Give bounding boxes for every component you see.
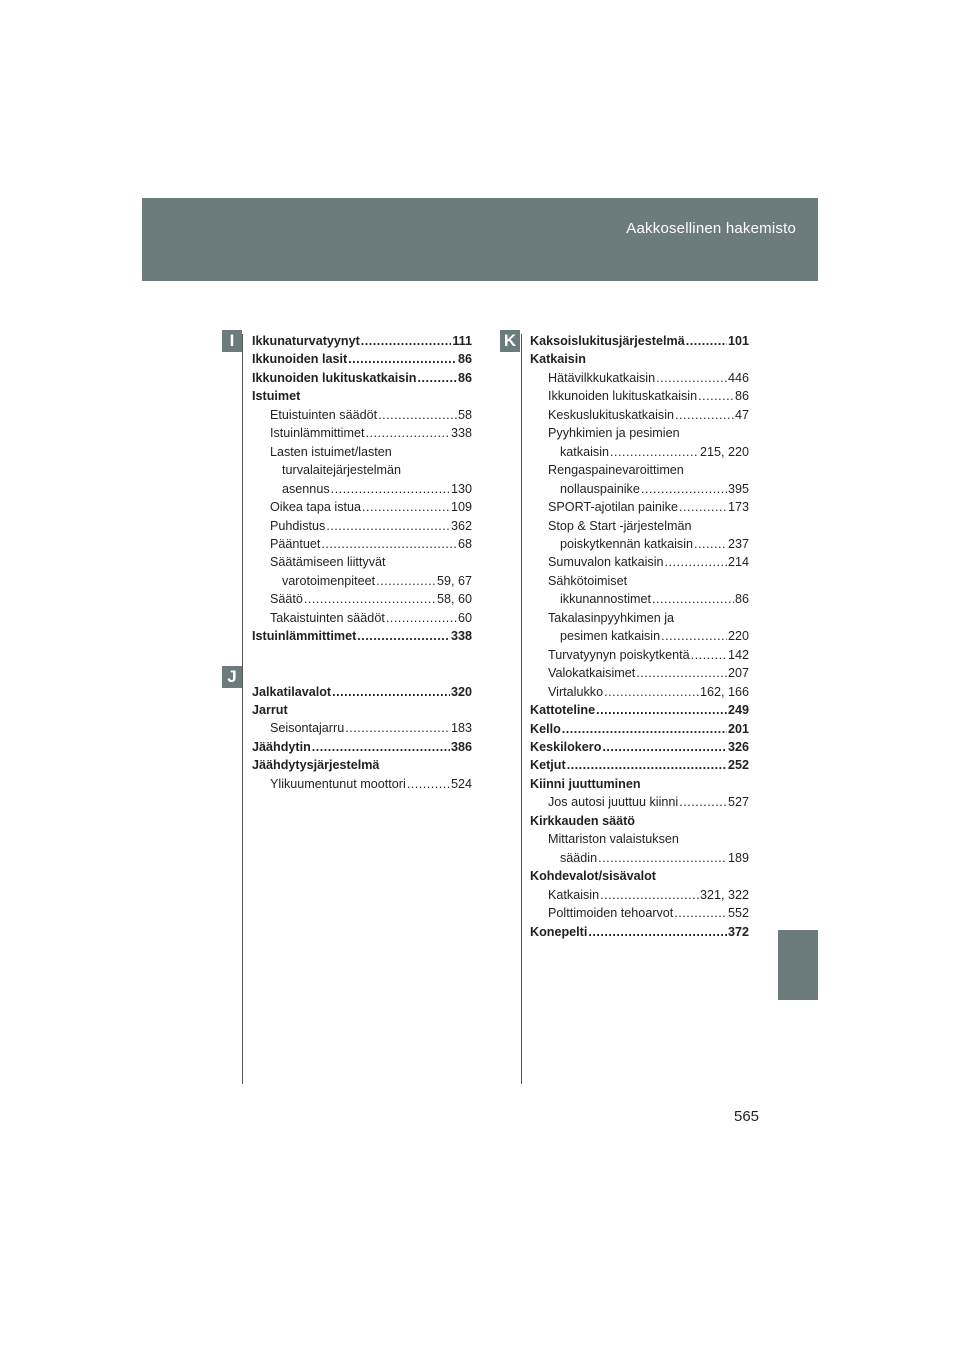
header-title: Aakkosellinen hakemisto (626, 220, 796, 237)
index-subentry: Oikea tapa istua ..... 109 (252, 498, 472, 516)
index-heading: Kiinni juuttuminen (530, 776, 641, 791)
index-subentry: Säätö ..... 58, 60 (252, 590, 472, 608)
index-subentry: Polttimoiden tehoarvot ..... 552 (530, 904, 749, 922)
index-entry: Jäähdytin ..... 386 (252, 738, 472, 756)
index-subentry-continued: poiskytkennän katkaisin ..... 237 (530, 535, 749, 553)
index-subentry: Säätämiseen liittyvät (270, 555, 386, 570)
index-subentry: Ikkunoiden lukituskatkaisin ..... 86 (530, 387, 749, 405)
index-subentry-continued: nollauspainike ..... 395 (530, 480, 749, 498)
index-subentry: Sumuvalon katkaisin ..... 214 (530, 553, 749, 571)
index-subentry: Jos autosi juuttuu kiinni ..... 527 (530, 793, 749, 811)
index-entry: Ketjut ..... 252 (530, 756, 749, 774)
index-subentry: Sähkötoimiset (548, 573, 628, 588)
column-rule-right (521, 334, 522, 1084)
index-subentry: Seisontajarru ..... 183 (252, 719, 472, 737)
index-subentry-continued: ikkunannostimet ..... 86 (530, 590, 749, 608)
index-subentry-continued: katkaisin ..... 215, 220 (530, 443, 749, 461)
index-entry: Kattoteline ..... 249 (530, 701, 749, 719)
index-column-right (530, 332, 749, 941)
index-heading: Jarrut (252, 703, 288, 718)
index-subentry: Turvatyynyn poiskytkentä ..... 142 (530, 646, 749, 664)
index-subentry: Pääntuet ..... 68 (252, 535, 472, 553)
index-entry: Kaksoislukitusjärjestelmä ..... 101 (530, 332, 749, 350)
index-subentry-continued: pesimen katkaisin ..... 220 (530, 627, 749, 645)
index-subentry-continued: säädin ..... 189 (530, 849, 749, 867)
index-entry: Jalkatilavalot ..... 320 (252, 683, 472, 701)
section-gap (252, 664, 472, 682)
index-subentry: Pyyhkimien ja pesimien (548, 426, 680, 441)
index-entry: Kello ..... 201 (530, 720, 749, 738)
index-heading: Katkaisin (530, 352, 586, 367)
index-entry: Ikkunoiden lukituskatkaisin ..... 86 (252, 369, 472, 387)
header-bar (142, 198, 818, 281)
chapter-side-tab (778, 930, 818, 1000)
index-subentry: Valokatkaisimet ..... 207 (530, 664, 749, 682)
index-subentry: Ylikuumentunut moottori ..... 524 (252, 775, 472, 793)
index-subentry-continued: asennus ..... 130 (252, 480, 472, 498)
index-subentry: SPORT-ajotilan painike ..... 173 (530, 498, 749, 516)
index-subentry: Keskuslukituskatkaisin ..... 47 (530, 406, 749, 424)
index-subentry: Stop & Start -järjestelmän (548, 518, 692, 533)
index-subentry: Katkaisin ..... 321, 322 (530, 886, 749, 904)
index-entry: Keskilokero ..... 326 (530, 738, 749, 756)
index-heading: Kohdevalot/sisävalot (530, 869, 656, 884)
index-entry: Ikkunaturvatyynyt ..... 111 (252, 332, 472, 350)
index-entry: Ikkunoiden lasit ..... 86 (252, 350, 472, 368)
index-heading: Jäähdytysjärjestelmä (252, 758, 380, 773)
index-subentry: Puhdistus ..... 362 (252, 517, 472, 535)
index-subentry: Takaistuinten säädöt ..... 60 (252, 609, 472, 627)
section-letter-i: I (222, 330, 242, 352)
index-subentry: Istuinlämmittimet ..... 338 (252, 424, 472, 442)
index-subentry: Virtalukko ..... 162, 166 (530, 683, 749, 701)
index-subentry: Etuistuinten säädöt ..... 58 (252, 406, 472, 424)
index-subentry: Hätävilkkukatkaisin ..... 446 (530, 369, 749, 387)
index-heading: Kirkkauden säätö (530, 813, 635, 828)
index-subentry-continued: varotoimenpiteet ..... 59, 67 (252, 572, 472, 590)
index-subentry: Rengaspainevaroittimen (548, 463, 684, 478)
index-entry: Konepelti ..... 372 (530, 923, 749, 941)
section-letter-j: J (222, 666, 242, 688)
column-rule-left (242, 334, 243, 1084)
index-subentry: Takalasinpyyhkimen ja (548, 610, 674, 625)
index-subentry: Mittariston valaistuksen (548, 832, 679, 847)
index-subentry: Lasten istuimet/lasten (270, 444, 392, 459)
section-gap (252, 646, 472, 664)
section-letter-k: K (500, 330, 520, 352)
index-column-left (252, 332, 472, 793)
index-entry: Istuinlämmittimet ..... 338 (252, 627, 472, 645)
page-number: 565 (734, 1108, 760, 1125)
index-subentry-continued: turvalaitejärjestelmän (282, 463, 401, 478)
index-heading: Istuimet (252, 389, 301, 404)
